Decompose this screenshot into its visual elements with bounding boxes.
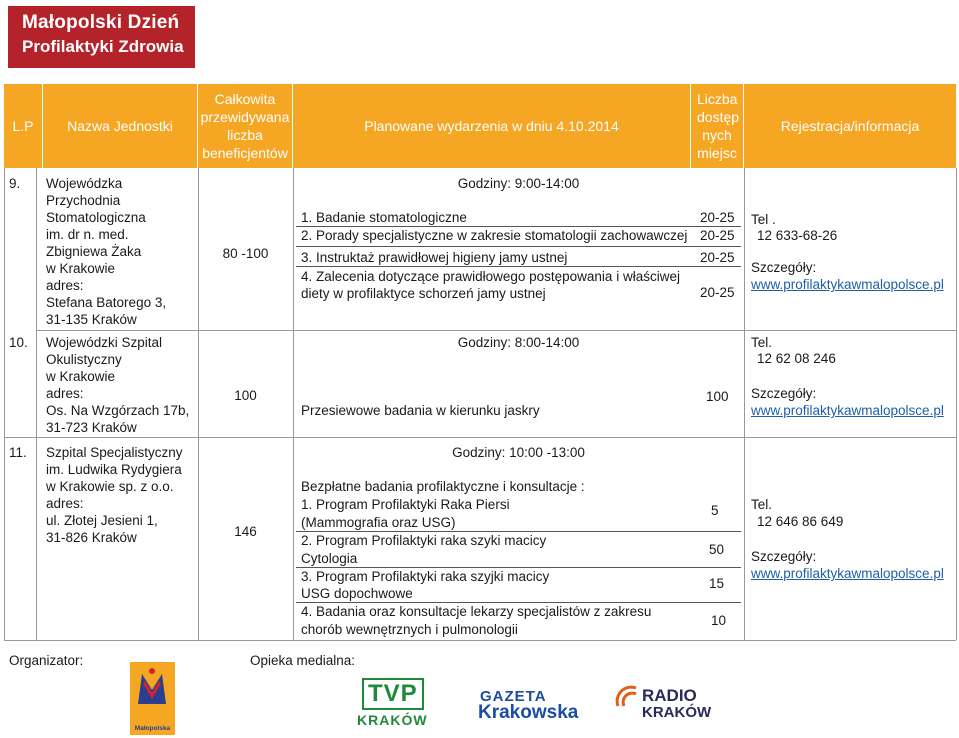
row-hours: Godziny: 9:00-14:00 <box>457 176 580 191</box>
event-item-cont: (Mammografia oraz USG) <box>301 515 456 530</box>
row-name-line: Wojewódzki Szpital <box>46 335 163 350</box>
radio-waves-icon <box>612 682 642 712</box>
tel-label: Tel. <box>751 335 773 350</box>
logo-line2: Profilaktyki Zdrowia <box>22 37 184 56</box>
divider <box>296 246 741 247</box>
event-item: Przesiewowe badania w kierunku jaskry <box>301 403 540 418</box>
radio-krakow-text: KRAKÓW <box>642 704 712 721</box>
row-beneficiaries: 80 -100 <box>222 246 269 261</box>
tel-number: 12 62 08 246 <box>757 351 836 366</box>
grid-line <box>4 640 956 641</box>
header-beneficiaries-text: Całkowita przewidywana liczba beneficjentów <box>200 91 290 161</box>
event-places: 20-25 <box>700 228 735 243</box>
header-places-text: Liczba dostęp nych miejsc <box>697 91 740 161</box>
malopolska-emblem-icon <box>130 662 175 717</box>
row-hours: Godziny: 10:00 -13:00 <box>452 445 585 460</box>
event-places: 5 <box>711 503 719 518</box>
details-label: Szczegóły: <box>751 386 817 401</box>
row-name-line: im. Ludwika Rydygiera <box>46 462 182 477</box>
row-name-line: 31-826 Kraków <box>46 530 137 545</box>
row-name-line: w Krakowie <box>46 261 116 276</box>
media-label: Opieka medialna: <box>250 653 356 668</box>
tel-label: Tel . <box>751 212 776 227</box>
organizer-label: Organizator: <box>9 653 84 668</box>
details-label: Szczegóły: <box>751 549 817 564</box>
event-places: 15 <box>709 576 725 591</box>
event-item: 2. Program Profilaktyki raka szyki macicy <box>301 533 547 548</box>
radio-krakow-logo <box>612 680 712 724</box>
tel-label: Tel. <box>751 497 773 512</box>
grid-line <box>956 168 957 640</box>
gazeta-krakowska-logo <box>478 688 588 724</box>
row-hours: Godziny: 8:00-14:00 <box>457 335 580 350</box>
row-name-line: Wojewódzka <box>46 176 123 191</box>
row-name-line: adres: <box>46 496 84 511</box>
row-beneficiaries: 100 <box>234 388 257 403</box>
malopolska-logo <box>130 662 175 735</box>
header-lp: L.P <box>4 84 43 168</box>
grid-line <box>293 168 294 640</box>
event-places: 20-25 <box>700 285 735 300</box>
row-lp: 11. <box>9 445 27 460</box>
details-link[interactable]: www.profilaktykawmalopolsce.pl <box>751 403 944 418</box>
tel-number: 12 633-68-26 <box>757 228 838 243</box>
row-name-line: 31-723 Kraków <box>46 420 137 435</box>
event-item: 2. Porady specjalistyczne w zakresie stomatologii zachowawczej <box>301 228 688 243</box>
event-item: 3. Program Profilaktyki raka szyjki macicy <box>301 569 550 584</box>
row-name-line: ul. Złotej Jesieni 1, <box>46 513 158 528</box>
row-name-line: Przychodnia <box>46 193 121 208</box>
row-name-line: im. dr n. med. <box>46 227 129 242</box>
row-name-line: Szpital Specjalistyczny <box>46 445 183 460</box>
event-places: 20-25 <box>700 210 735 225</box>
grid-line <box>4 168 5 640</box>
event-item: 4. Zalecenia dotyczące prawidłowego postępowania i właściwej <box>301 269 680 284</box>
row-lp: 10. <box>9 335 28 350</box>
event-item: 3. Instruktaż prawidłowej higieny jamy ustnej <box>301 250 568 265</box>
event-logo <box>8 6 195 68</box>
event-places: 20-25 <box>700 250 735 265</box>
details-label: Szczegóły: <box>751 260 817 275</box>
gazeta-text: GAZETA <box>480 688 547 705</box>
row-name-line: Zbigniewa Żaka <box>46 244 142 259</box>
event-item: 1. Badanie stomatologiczne <box>301 210 467 225</box>
row-lp: 9. <box>9 176 21 191</box>
grid-line <box>36 168 37 640</box>
malopolska-text: Małopolska <box>134 725 171 732</box>
event-places: 50 <box>709 542 725 557</box>
details-link[interactable]: www.profilaktykawmalopolsce.pl <box>751 277 944 292</box>
row-name-line: Os. Na Wzgórzach 17b, <box>46 403 190 418</box>
logo-line1: Małopolski Dzień <box>22 12 180 33</box>
row-name-line: adres: <box>46 386 84 401</box>
row-name-line: w Krakowie <box>46 369 116 384</box>
event-item-cont: Cytologia <box>301 551 358 566</box>
tvp-krakow-logo <box>357 678 433 730</box>
event-places: 10 <box>711 613 727 628</box>
row-name-line: adres: <box>46 278 84 293</box>
row-name-line: 31-135 Kraków <box>46 312 137 327</box>
event-item-cont: USG dopochwowe <box>301 586 413 601</box>
header-places <box>691 84 744 168</box>
header-beneficiaries <box>198 84 293 168</box>
tel-number: 12 646 86 649 <box>757 514 844 529</box>
header-registration: Rejestracja/informacja <box>744 84 956 168</box>
event-places: 100 <box>706 389 729 404</box>
row-name-line: Stefana Batorego 3, <box>46 295 167 310</box>
event-item: 1. Program Profilaktyki Raka Piersi <box>301 497 510 512</box>
grid-line <box>36 330 956 331</box>
row-name-line: Okulistyczny <box>46 352 122 367</box>
event-item: 4. Badania oraz konsultacje lekarzy specjalistów z zakresu <box>301 604 652 619</box>
grid-line <box>4 437 956 438</box>
header-name: Nazwa Jednostki <box>43 84 198 168</box>
row-name-line: w Krakowie sp. z o.o. <box>46 479 174 494</box>
event-item-cont: diety w profilaktyce schorzeń jamy ustnej <box>301 286 546 301</box>
divider <box>296 266 741 267</box>
details-link[interactable]: www.profilaktykawmalopolsce.pl <box>751 566 944 581</box>
event-item-cont: chorób wewnętrznych i pulmonologii <box>301 622 518 637</box>
events-intro: Bezpłatne badania profilaktyczne i konsultacje : <box>301 479 585 494</box>
tvp-text: TVP <box>362 678 424 710</box>
header-events: Planowane wydarzenia w dniu 4.10.2014 <box>293 84 691 168</box>
row-name-line: Stomatologiczna <box>46 210 146 225</box>
tvp-krakow-text: KRAKÓW <box>357 712 428 728</box>
radio-text: RADIO <box>642 686 697 705</box>
grid-line <box>744 168 745 640</box>
row-beneficiaries: 146 <box>234 524 257 539</box>
krakowska-text: Krakowska <box>478 702 579 723</box>
